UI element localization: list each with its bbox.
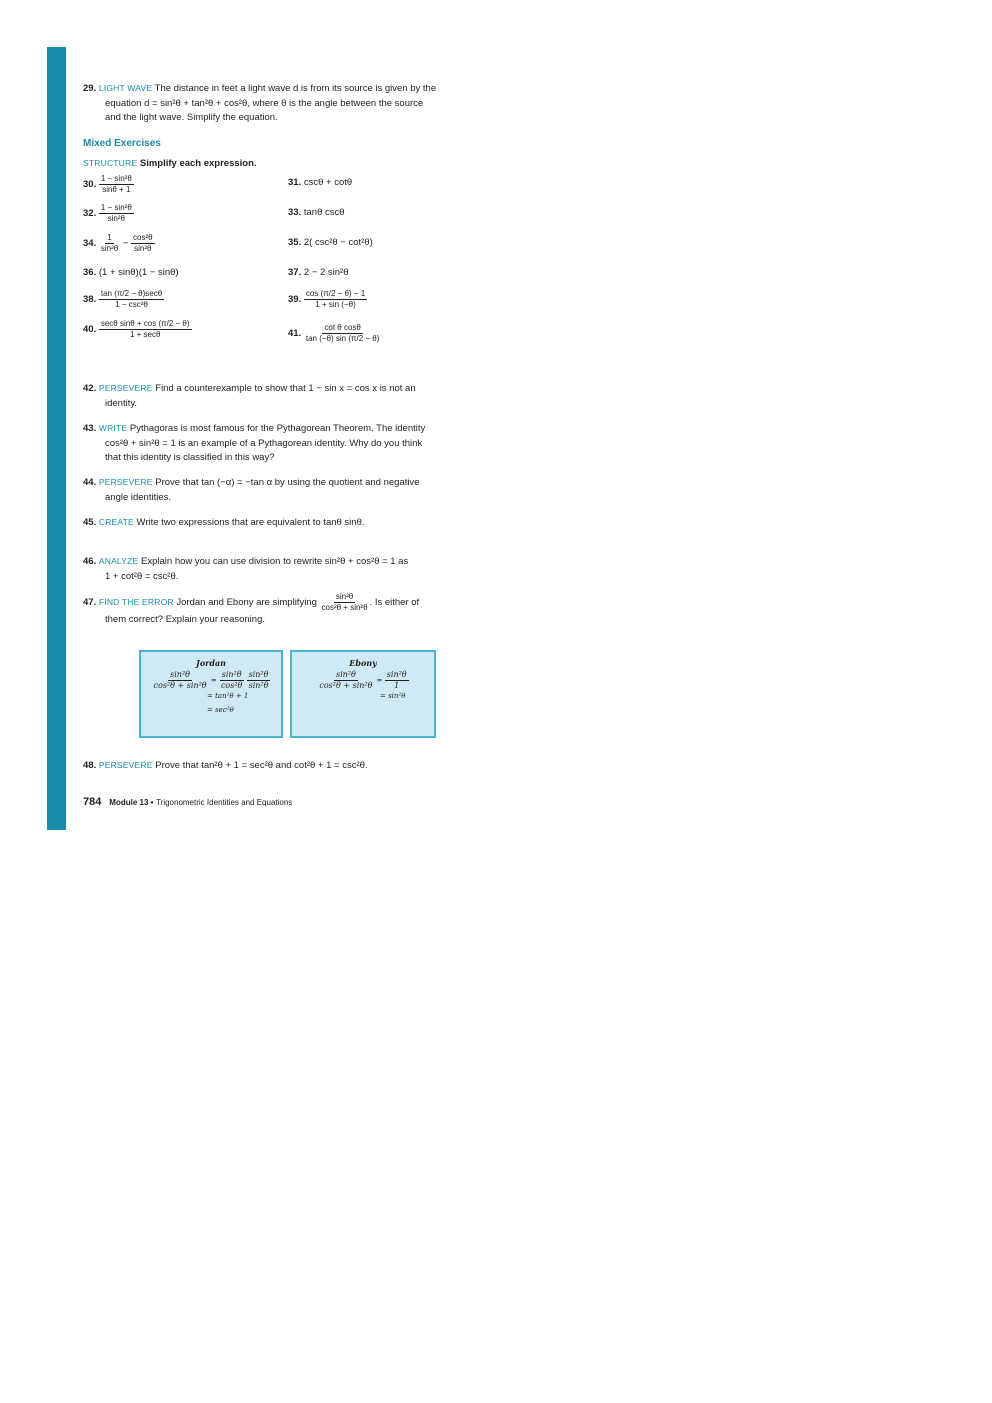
exercise-42: 42. PERSEVERE Find a counterexample to show that 1 − sin x = cos x is not an identity.: [83, 383, 416, 409]
ebony-label: Ebony: [349, 658, 377, 668]
jordan-step-2: = tan²θ + 1: [207, 692, 249, 700]
fraction: $\frac{\text{sin²θ}}{\text{sin²θ}}$: [248, 670, 269, 690]
jordan-work-box: [139, 650, 283, 738]
fraction: $\frac{\text{sin²θ}}{\text{cos²θ + sin²θ}}$: [321, 592, 368, 612]
module-label: Module 13 •: [109, 798, 154, 807]
exercise-43: 43. WRITE Pythagoras is most famous for the Pythagorean Theorem. The identity cos²θ + sin²θ = 1 is an example of a Pythagorean identity. Why do you think that this identity is classified in this way?: [83, 423, 426, 463]
exercise-40: 40. $\frac{\text{secθ sinθ + cos (π/2 − θ)}}{1 + \sec\theta}$: [83, 319, 190, 339]
page-footer: [83, 795, 292, 811]
exercise-33: 33. tanθ cscθ: [288, 207, 345, 218]
ebony-work-box: [290, 650, 436, 738]
exercise-36: 36. (1 + sinθ)(1 − sinθ): [83, 267, 179, 278]
jordan-step-1: $\frac{\text{sin²θ}}{\text{cos²θ + sin²θ}}$ = $\frac{\text{sin²θ}}{\text{cos²θ}}$ $\frac{\text{sin²θ}}{\text{sin²θ}}$: [153, 670, 269, 690]
fraction: $\frac{\text{sin²θ}}{\text{cos²θ + sin²θ}}$: [319, 670, 373, 690]
fraction: $\frac{1}{\text{sin²θ}}$: [100, 233, 119, 253]
exercise-34: 34. $\frac{1}{\text{sin²θ}}$ − $\frac{\text{cos²θ}}{\text{sin²θ}}$: [83, 233, 153, 253]
exercise-31: 31. cscθ + cotθ: [288, 177, 353, 188]
exercise-48: 48. PERSEVERE Prove that tan²θ + 1 = sec²θ and cot²θ + 1 = csc²θ.: [83, 760, 368, 771]
structure-instruction: STRUCTURE Simplify each expression.: [83, 158, 257, 169]
fraction: $\frac{\text{sin²θ}}{\text{cos²θ}}$: [220, 670, 243, 690]
exercise-47: 47. FIND THE ERROR Jordan and Ebony are simplifying $\frac{\text{sin²θ}}{\text{cos²θ + sin²θ}}$ . Is either of them correct? Explain your reasoning.: [83, 592, 420, 625]
fraction: $\frac{\tan (\pi/2 - \theta)\sec\theta}{\text{1 − csc²θ}}$: [100, 289, 163, 309]
exercise-29: 29. LIGHT WAVE The distance in feet a light wave d is from its source is given by the equation d = sin²θ + tan²θ + cos²θ, where θ is the angle between the source and the light wave. Simplify the equation.: [83, 83, 437, 123]
fraction: $\frac{\text{secθ sinθ + cos (π/2 − θ)}}{1 + \sec\theta}$: [100, 319, 190, 339]
fraction: $\frac{\cos (\pi/2 - \theta) - 1}{1 + \sin (-\theta)}$: [305, 289, 366, 309]
exercise-37: 37. 2 − 2 sin²θ: [288, 267, 349, 278]
exercise-35: 35. 2( csc²θ − cot²θ): [288, 237, 373, 248]
module-title: Trigonometric Identities and Equations: [156, 798, 293, 807]
fraction: $\frac{\text{sin²θ}}{1}$: [386, 670, 407, 690]
ebony-step-2: = sin²θ: [380, 692, 406, 700]
exercise-tag: LIGHT WAVE: [98, 83, 153, 93]
ebony-step-1: $\frac{\text{sin²θ}}{\text{cos²θ + sin²θ}}$ = $\frac{\text{sin²θ}}{1}$: [319, 670, 407, 690]
fraction: $\frac{\text{cos²θ}}{\text{sin²θ}}$: [133, 233, 153, 253]
jordan-step-3: = sec²θ: [207, 706, 234, 714]
mixed-exercises-heading: Mixed Exercises: [83, 138, 161, 149]
fraction: $\frac{\text{1 − sin²θ}}{\text{sin²θ}}$: [100, 203, 132, 223]
page-number: 784: [83, 796, 102, 808]
fraction: $\frac{\text{cot θ cosθ}}{\tan (-\theta) \sin (\pi/2 - \theta)}$: [305, 323, 380, 343]
fraction: $\frac{\text{1 − sin²θ}}{\sin\theta + 1}$: [100, 174, 132, 194]
exercise-45: 45. CREATE Write two expressions that are equivalent to tanθ sinθ.: [83, 517, 365, 528]
exercise-44: 44. PERSEVERE Prove that tan (−α) = −tan α by using the quotient and negative angle identities.: [83, 477, 420, 503]
page-edge-bar: [47, 47, 66, 830]
exercise-46: 46. ANALYZE Explain how you can use division to rewrite sin²θ + cos²θ = 1 as 1 + cot²θ = csc²θ.: [83, 556, 409, 582]
exercise-38: 38. $\frac{\tan (\pi/2 - \theta)\sec\theta}{\text{1 − csc²θ}}$: [83, 289, 163, 309]
fraction: $\frac{\text{sin²θ}}{\text{cos²θ + sin²θ}}$: [153, 670, 207, 690]
exercise-41: 41. $\frac{\text{cot θ cosθ}}{\tan (-\theta) \sin (\pi/2 - \theta)}$: [288, 323, 380, 343]
exercise-39: 39. $\frac{\cos (\pi/2 - \theta) - 1}{1 + \sin (-\theta)}$: [288, 289, 366, 309]
exercise-32: 32. $\frac{\text{1 − sin²θ}}{\text{sin²θ}}$: [83, 203, 132, 223]
exercise-30: 30. $\frac{\text{1 − sin²θ}}{\sin\theta + 1}$: [83, 174, 132, 194]
jordan-label: Jordan: [196, 658, 226, 668]
